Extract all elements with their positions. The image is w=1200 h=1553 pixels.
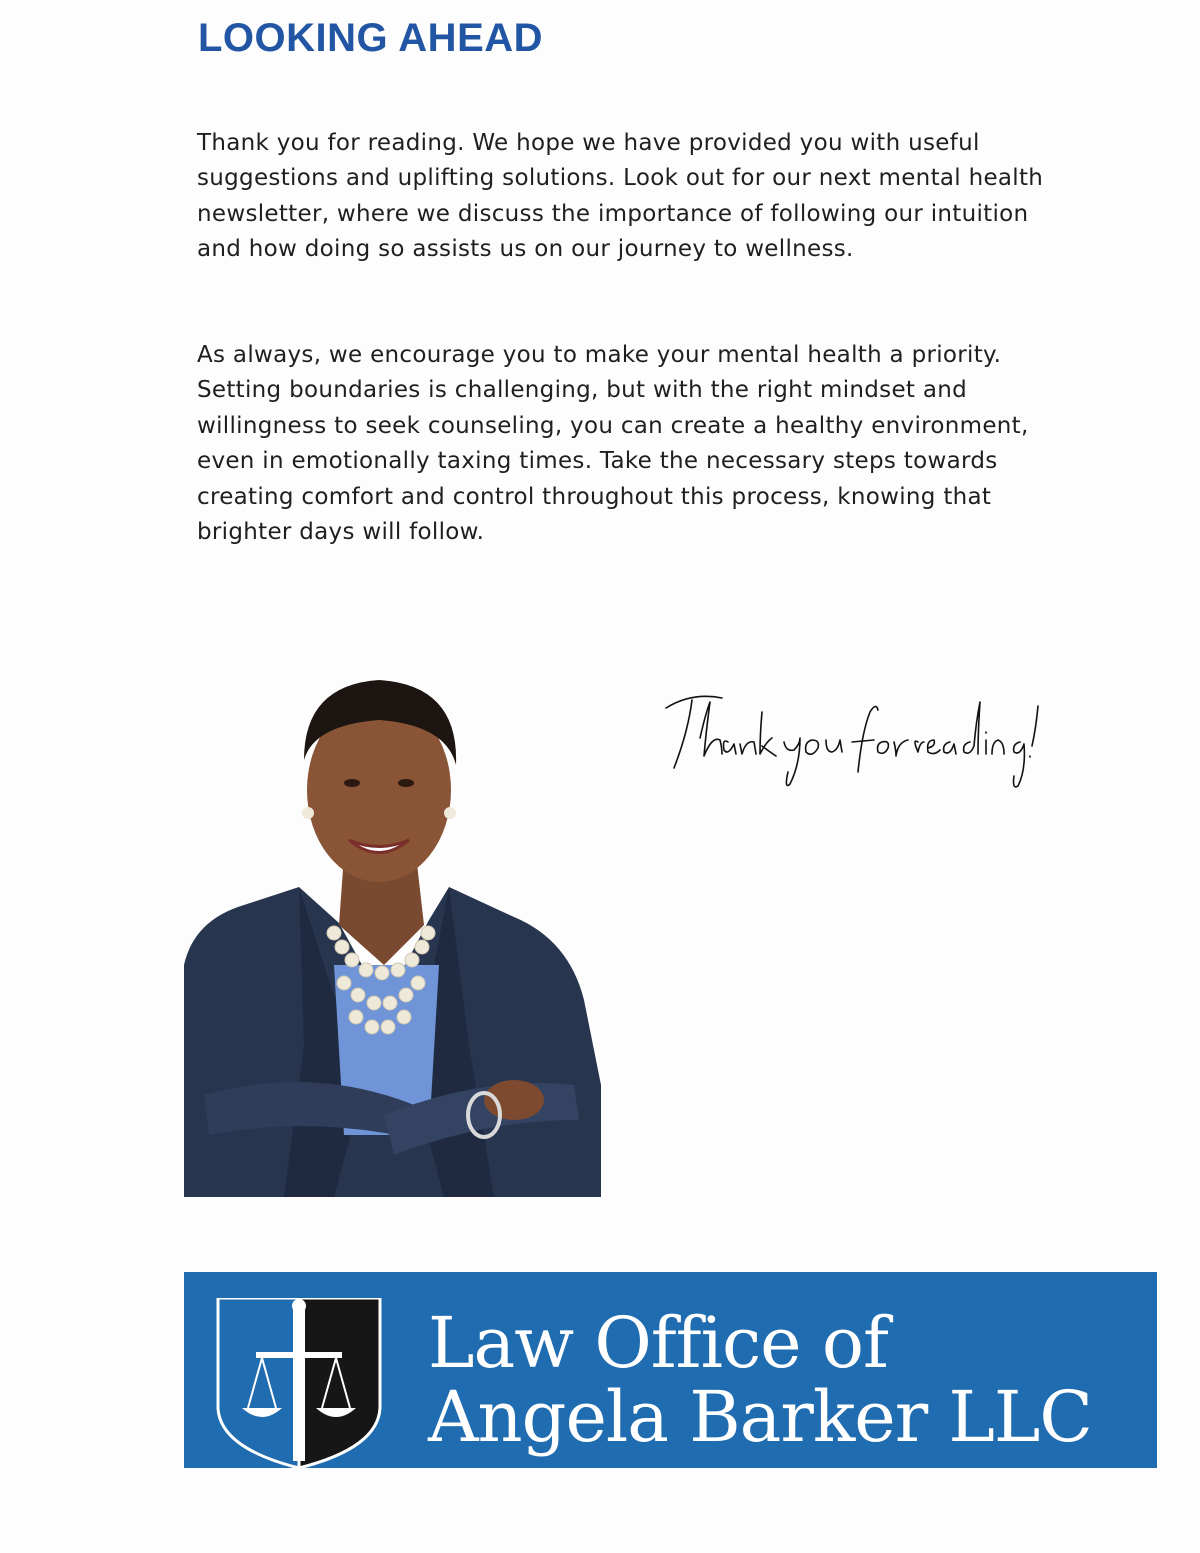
scales-of-justice-shield-icon [216, 1298, 382, 1468]
logo-line-2: Angela Barker LLC [428, 1376, 1092, 1458]
page-title: LOOKING AHEAD [198, 16, 544, 60]
signature-thank-you [662, 672, 1062, 792]
closing-paragraph: As always, we encourage you to make your mental health a priority. Setting boundaries is challenging, but with the right mindset and willingness to seek counseling, you can create a healthy environment, even in emotionally taxing times. Take the necessary steps towards creating comfort and control throughout this process, knowing that brighter days will follow. [197, 342, 1029, 546]
logo-line-1: Law Office of [428, 1302, 888, 1384]
intro-paragraph: Thank you for reading. We hope we have provided you with useful suggestions and uplifting solutions. Look out for our next mental health newsletter, where we discuss the importance of following our intuition and how doing so assists us on our journey to wellness. [197, 130, 1044, 263]
author-portrait [184, 665, 601, 1197]
